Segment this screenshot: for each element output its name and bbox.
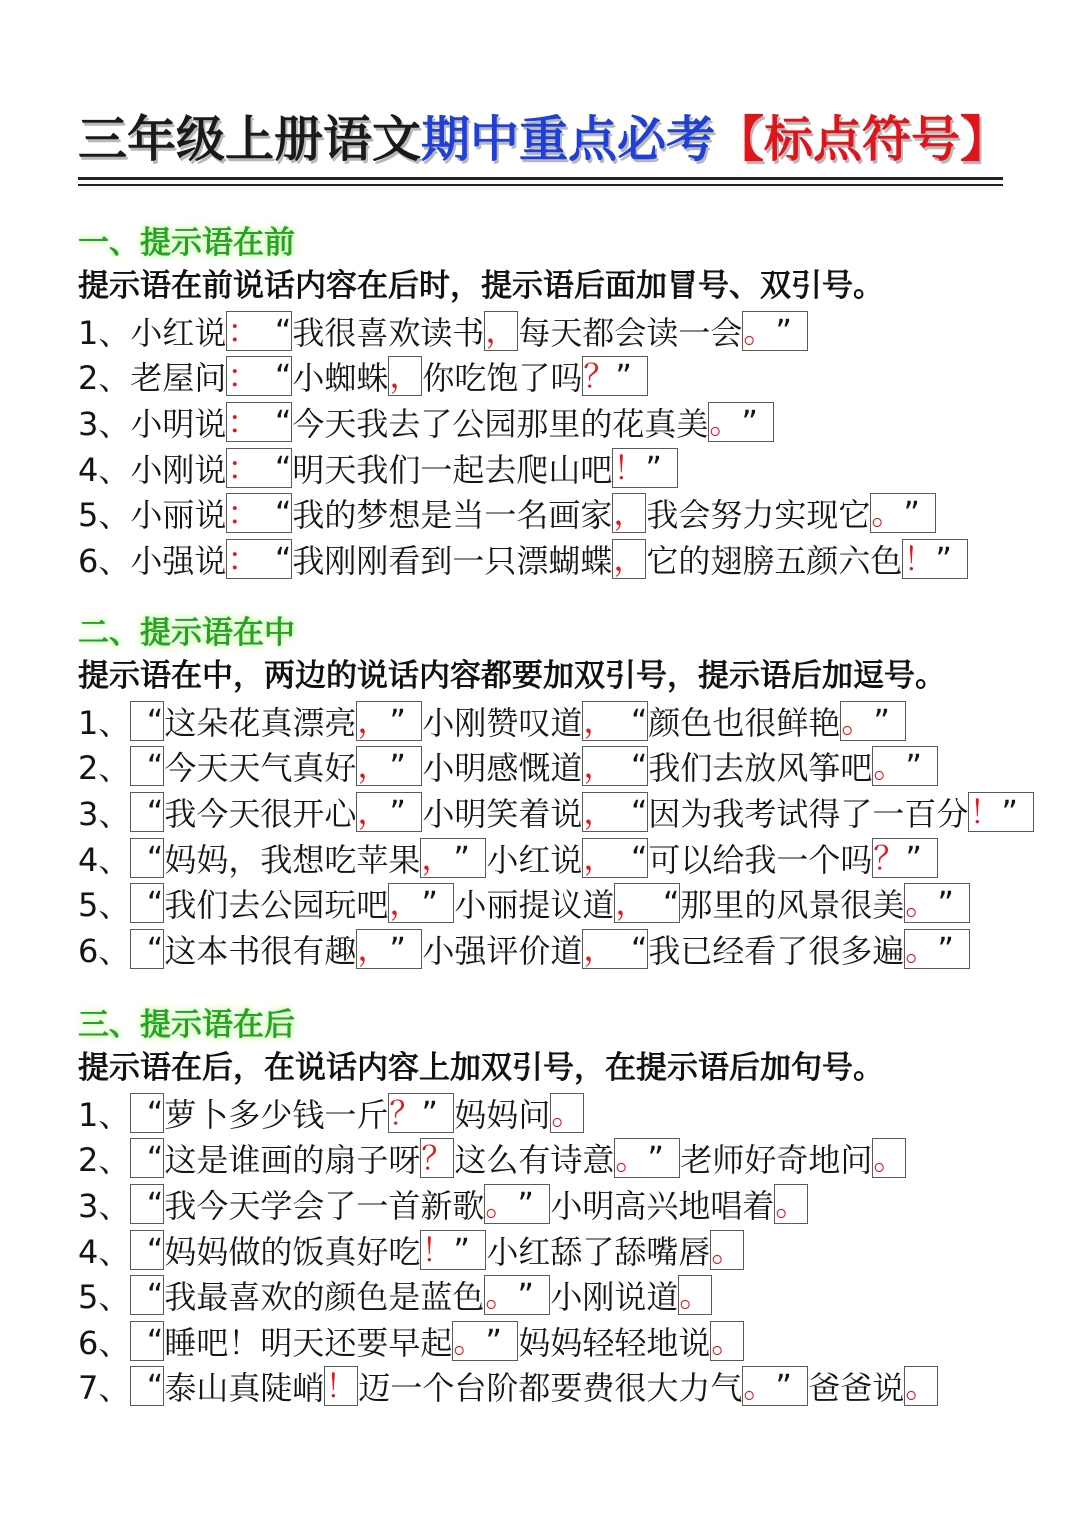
answer-punctuation: ， — [389, 884, 422, 923]
quote-mark: ” — [421, 884, 438, 923]
title-grade-subject: 三年级上册语文 — [78, 111, 422, 168]
answer-punctuation: 。 — [743, 1367, 776, 1406]
quote-mark: ” — [903, 494, 920, 533]
item-number: 6、 — [78, 931, 131, 970]
answer-punctuation: ， — [357, 929, 390, 968]
quote-mark: “ — [630, 747, 648, 786]
quote-mark: “ — [630, 929, 648, 968]
quote-mark: “ — [274, 448, 292, 487]
sentence-text: 我已经看了很多遍 — [648, 931, 905, 970]
sentence-text: 小红说 — [486, 840, 583, 879]
answer-box — [484, 1184, 550, 1224]
quote-mark: “ — [662, 884, 680, 923]
answer-box — [226, 539, 292, 579]
answer-box — [614, 1138, 680, 1178]
answer-punctuation: ？ — [389, 1093, 422, 1132]
answer-punctuation: ， — [583, 747, 616, 786]
answer-punctuation: ！ — [613, 448, 646, 487]
answer-box — [904, 929, 970, 969]
answer-punctuation: ！ — [421, 1230, 454, 1269]
quote-mark: ” — [453, 1230, 470, 1269]
answer-box — [550, 1093, 584, 1133]
section-rule: 提示语在后，在说话内容上加双引号，在提示语后加句号。 — [78, 1050, 884, 1086]
quote-mark: “ — [146, 838, 164, 877]
exercise-item — [78, 744, 1058, 790]
quote-mark: ” — [935, 539, 952, 578]
quote-mark: “ — [146, 884, 164, 923]
item-number: 5、 — [78, 1278, 131, 1317]
answer-punctuation: ！ — [903, 539, 936, 578]
title-double-divider — [78, 177, 1003, 186]
sentence-text: 这是谁画的扇子呀 — [164, 1141, 421, 1180]
quote-mark: ” — [485, 1321, 502, 1360]
sentence-text: 这本书很有趣 — [164, 931, 357, 970]
sentence-text: 我会努力实现它 — [646, 496, 871, 535]
answer-box — [356, 701, 422, 741]
item-number: 3、 — [78, 1186, 131, 1225]
answer-box — [582, 701, 648, 741]
item-number: 5、 — [78, 496, 131, 535]
quote-mark: ” — [775, 311, 792, 350]
quote-mark: “ — [630, 838, 648, 877]
answer-box — [226, 356, 292, 396]
exercise-item — [78, 490, 1058, 536]
quote-mark: “ — [146, 1321, 164, 1360]
answer-box — [130, 1321, 164, 1361]
answer-punctuation: ： — [227, 357, 260, 396]
sentence-text: 小强评价道 — [422, 931, 583, 970]
quote-mark: “ — [146, 792, 164, 831]
quote-mark: ” — [1001, 792, 1018, 831]
sentence-text: 因为我考试得了一百分 — [648, 794, 969, 833]
sentence-text: 我刚刚看到一只漂蝴蝶 — [292, 541, 613, 580]
answer-box — [130, 1275, 164, 1315]
section-heading: 一、提示语在前 — [78, 225, 295, 261]
sentence-text: 小红舔了舔嘴唇 — [486, 1232, 711, 1271]
quote-mark: ” — [647, 1139, 664, 1178]
answer-punctuation: ： — [227, 448, 260, 487]
answer-punctuation: ！ — [325, 1367, 358, 1406]
answer-punctuation: 。 — [615, 1139, 648, 1178]
quote-mark: ” — [937, 884, 954, 923]
quote-mark: “ — [146, 1093, 164, 1132]
section-1 — [78, 222, 1058, 582]
answer-punctuation: ？ — [873, 838, 906, 877]
exercise-item — [78, 1181, 1058, 1227]
answer-box — [872, 746, 938, 786]
answer-box — [612, 539, 646, 579]
answer-box — [420, 838, 486, 878]
sentence-text: 老师好奇地问 — [680, 1141, 873, 1180]
exercise-item — [78, 308, 1058, 354]
answer-punctuation: 。 — [485, 1184, 518, 1223]
answer-box — [420, 1138, 454, 1178]
answer-box — [582, 792, 648, 832]
answer-box — [742, 1366, 808, 1406]
sentence-text: 小强说 — [130, 541, 227, 580]
quote-mark: “ — [146, 1230, 164, 1269]
exercise-item — [78, 1272, 1058, 1318]
answer-punctuation: ， — [613, 539, 646, 578]
quote-mark: “ — [630, 701, 648, 740]
answer-punctuation: 。 — [551, 1093, 584, 1132]
sentence-text: 爸爸说 — [808, 1369, 905, 1408]
exercise-item — [78, 1090, 1058, 1136]
sentence-text: 颜色也很鲜艳 — [648, 703, 841, 742]
answer-box — [130, 746, 164, 786]
quote-mark: ” — [937, 929, 954, 968]
item-number: 3、 — [78, 794, 131, 833]
sentence-text: 明天我们一起去爬山吧 — [292, 450, 613, 489]
sentence-text: 迈一个台阶都要费很大力气 — [358, 1369, 743, 1408]
answer-punctuation: ， — [357, 792, 390, 831]
answer-box — [226, 493, 292, 533]
sentence-text: 萝卜多少钱一斤 — [164, 1095, 389, 1134]
answer-box — [968, 792, 1034, 832]
exercise-item — [78, 789, 1058, 835]
quote-mark: ” — [645, 448, 662, 487]
quote-mark: ” — [517, 1184, 534, 1223]
answer-box — [226, 311, 292, 351]
answer-box — [356, 746, 422, 786]
sentence-text: 每天都会读一会 — [518, 313, 743, 352]
section-2 — [78, 612, 1058, 972]
answer-punctuation: ， — [389, 357, 422, 396]
quote-mark: “ — [146, 1276, 164, 1315]
answer-box — [710, 1321, 744, 1361]
sentence-text: 小丽提议道 — [454, 886, 615, 925]
answer-box — [582, 746, 648, 786]
quote-mark: ” — [905, 747, 922, 786]
item-number: 1、 — [78, 313, 131, 352]
exercise-item — [78, 536, 1058, 582]
answer-box — [582, 838, 648, 878]
item-number: 3、 — [78, 404, 131, 443]
sentence-text: 它的翅膀五颜六色 — [646, 541, 903, 580]
answer-box — [614, 883, 680, 923]
item-number: 2、 — [78, 749, 131, 788]
answer-box — [388, 356, 422, 396]
item-number: 6、 — [78, 541, 131, 580]
answer-punctuation: 。 — [905, 1367, 938, 1406]
answer-punctuation: 。 — [871, 494, 904, 533]
answer-box — [388, 1093, 454, 1133]
answer-box — [678, 1275, 712, 1315]
answer-punctuation: ， — [613, 494, 646, 533]
answer-punctuation: ： — [227, 539, 260, 578]
quote-mark: ” — [389, 929, 406, 968]
quote-mark: “ — [146, 929, 164, 968]
quote-mark: ” — [453, 838, 470, 877]
answer-box — [226, 402, 292, 442]
sentence-text: 我最喜欢的颜色是蓝色 — [164, 1278, 485, 1317]
answer-box — [872, 1138, 906, 1178]
sentence-text: 小蜘蛛 — [292, 359, 389, 398]
exercise-item — [78, 1227, 1058, 1273]
quote-mark: ” — [873, 701, 890, 740]
quote-mark: ” — [517, 1276, 534, 1315]
quote-mark: ” — [389, 747, 406, 786]
quote-mark: “ — [146, 701, 164, 740]
sentence-text: 这朵花真漂亮 — [164, 703, 357, 742]
quote-mark: ” — [775, 1367, 792, 1406]
sentence-text: 妈妈，我想吃苹果 — [164, 840, 421, 879]
title-exam-focus: 期中重点必考 — [421, 111, 716, 168]
answer-punctuation: ： — [227, 311, 260, 350]
answer-punctuation: ， — [583, 792, 616, 831]
item-number: 6、 — [78, 1323, 131, 1362]
sentence-text: 妈妈问 — [454, 1095, 551, 1134]
answer-box — [324, 1366, 358, 1406]
quote-mark: ” — [615, 357, 632, 396]
quote-mark: ” — [421, 1093, 438, 1132]
answer-box — [420, 1230, 486, 1270]
answer-box — [710, 1230, 744, 1270]
exercise-item — [78, 835, 1058, 881]
answer-punctuation: 。 — [905, 929, 938, 968]
sentence-text: 我们去公园玩吧 — [164, 886, 389, 925]
answer-box — [130, 1230, 164, 1270]
answer-box — [130, 792, 164, 832]
answer-punctuation: ！ — [969, 792, 1002, 831]
answer-punctuation: 。 — [841, 701, 874, 740]
answer-punctuation: 。 — [679, 1276, 712, 1315]
answer-box — [356, 929, 422, 969]
sentence-text: 小刚说道 — [550, 1278, 679, 1317]
answer-punctuation: 。 — [775, 1184, 808, 1223]
sentence-text: 小明感慨道 — [422, 749, 583, 788]
sentence-text: 我今天学会了一首新歌 — [164, 1186, 485, 1225]
quote-mark: “ — [146, 1139, 164, 1178]
sentence-text: 小红说 — [130, 313, 227, 352]
answer-punctuation: ， — [357, 747, 390, 786]
answer-box — [130, 1366, 164, 1406]
sentence-text: 泰山真陡峭 — [164, 1369, 325, 1408]
answer-punctuation: ？ — [421, 1139, 454, 1178]
answer-box — [582, 929, 648, 969]
sentence-text: 睡吧！明天还要早起 — [164, 1323, 453, 1362]
answer-punctuation: ： — [227, 494, 260, 533]
quote-mark: “ — [274, 311, 292, 350]
quote-mark: ” — [741, 402, 758, 441]
answer-box — [130, 883, 164, 923]
answer-box — [774, 1184, 808, 1224]
quote-mark: ” — [389, 701, 406, 740]
answer-punctuation: ， — [583, 838, 616, 877]
answer-box — [388, 883, 454, 923]
sentence-text: 这么有诗意 — [454, 1141, 615, 1180]
title-topic: 【标点符号】 — [715, 111, 1010, 168]
quote-mark: “ — [274, 494, 292, 533]
item-number: 4、 — [78, 1232, 131, 1271]
answer-box — [130, 838, 164, 878]
sentence-text: 可以给我一个吗 — [648, 840, 873, 879]
answer-punctuation: 。 — [711, 1321, 744, 1360]
sentence-text: 妈妈做的饭真好吃 — [164, 1232, 421, 1271]
answer-box — [904, 1366, 938, 1406]
answer-box — [902, 539, 968, 579]
answer-box — [872, 838, 938, 878]
answer-box — [130, 1184, 164, 1224]
exercise-item — [78, 354, 1058, 400]
item-number: 1、 — [78, 703, 131, 742]
answer-box — [840, 701, 906, 741]
answer-punctuation: 。 — [905, 884, 938, 923]
exercise-item — [78, 445, 1058, 491]
quote-mark: “ — [274, 357, 292, 396]
sentence-text: 小明笑着说 — [422, 794, 583, 833]
answer-box — [904, 883, 970, 923]
answer-punctuation: 。 — [453, 1321, 486, 1360]
sentence-text: 老屋问 — [130, 359, 227, 398]
answer-box — [612, 493, 646, 533]
sentence-text: 那里的风景很美 — [680, 886, 905, 925]
answer-punctuation: ， — [421, 838, 454, 877]
answer-punctuation: ， — [615, 884, 648, 923]
sentence-text: 小明说 — [130, 404, 227, 443]
quote-mark: “ — [274, 402, 292, 441]
quote-mark: ” — [389, 792, 406, 831]
exercise-item — [78, 926, 1058, 972]
answer-box — [708, 402, 774, 442]
answer-box — [870, 493, 936, 533]
section-rule: 提示语在前说话内容在后时，提示语后面加冒号、双引号。 — [78, 268, 884, 304]
answer-box — [612, 448, 678, 488]
answer-box — [130, 1138, 164, 1178]
quote-mark: “ — [630, 792, 648, 831]
item-number: 4、 — [78, 840, 131, 879]
answer-box — [130, 929, 164, 969]
answer-punctuation: 。 — [743, 311, 776, 350]
item-number: 4、 — [78, 450, 131, 489]
answer-box — [582, 356, 648, 396]
answer-box — [130, 1093, 164, 1133]
answer-box — [484, 1275, 550, 1315]
sentence-text: 妈妈轻轻地说 — [518, 1323, 711, 1362]
sentence-text: 你吃饱了吗 — [422, 359, 583, 398]
answer-punctuation: 。 — [485, 1276, 518, 1315]
answer-box — [452, 1321, 518, 1361]
sentence-text: 我很喜欢读书 — [292, 313, 485, 352]
answer-punctuation: ： — [227, 402, 260, 441]
answer-box — [484, 311, 518, 351]
answer-punctuation: 。 — [711, 1230, 744, 1269]
exercise-item — [78, 880, 1058, 926]
sentence-text: 我今天很开心 — [164, 794, 357, 833]
answer-punctuation: 。 — [873, 1139, 906, 1178]
answer-punctuation: ？ — [583, 357, 616, 396]
sentence-text: 小丽说 — [130, 496, 227, 535]
answer-punctuation: ， — [583, 929, 616, 968]
answer-box — [742, 311, 808, 351]
answer-punctuation: ， — [583, 701, 616, 740]
quote-mark: “ — [146, 1184, 164, 1223]
sentence-text: 我们去放风筝吧 — [648, 749, 873, 788]
exercise-item — [78, 1136, 1058, 1182]
page-title — [78, 110, 1009, 170]
section-rule: 提示语在中，两边的说话内容都要加双引号，提示语后加逗号。 — [78, 658, 946, 694]
quote-mark: “ — [146, 1367, 164, 1406]
answer-punctuation: ， — [357, 701, 390, 740]
section-heading: 三、提示语在后 — [78, 1007, 295, 1043]
quote-mark: “ — [274, 539, 292, 578]
sentence-text: 今天天气真好 — [164, 749, 357, 788]
answer-box — [130, 701, 164, 741]
item-number: 5、 — [78, 886, 131, 925]
item-number: 2、 — [78, 359, 131, 398]
item-number: 2、 — [78, 1141, 131, 1180]
sentence-text: 小刚赞叹道 — [422, 703, 583, 742]
item-number: 7、 — [78, 1369, 131, 1408]
exercise-item — [78, 399, 1058, 445]
answer-box — [356, 792, 422, 832]
quote-mark: ” — [905, 838, 922, 877]
answer-box — [226, 448, 292, 488]
section-3 — [78, 1004, 1058, 1409]
answer-punctuation: ， — [485, 311, 518, 350]
sentence-text: 小明高兴地唱着 — [550, 1186, 775, 1225]
exercise-item — [78, 1364, 1058, 1410]
answer-punctuation: 。 — [873, 747, 906, 786]
sentence-text: 小刚说 — [130, 450, 227, 489]
exercise-item — [78, 1318, 1058, 1364]
sentence-text: 我的梦想是当一名画家 — [292, 496, 613, 535]
answer-punctuation: 。 — [709, 402, 742, 441]
sentence-text: 今天我去了公园那里的花真美 — [292, 404, 709, 443]
exercise-item — [78, 698, 1058, 744]
section-heading: 二、提示语在中 — [78, 615, 295, 651]
item-number: 1、 — [78, 1095, 131, 1134]
quote-mark: “ — [146, 747, 164, 786]
